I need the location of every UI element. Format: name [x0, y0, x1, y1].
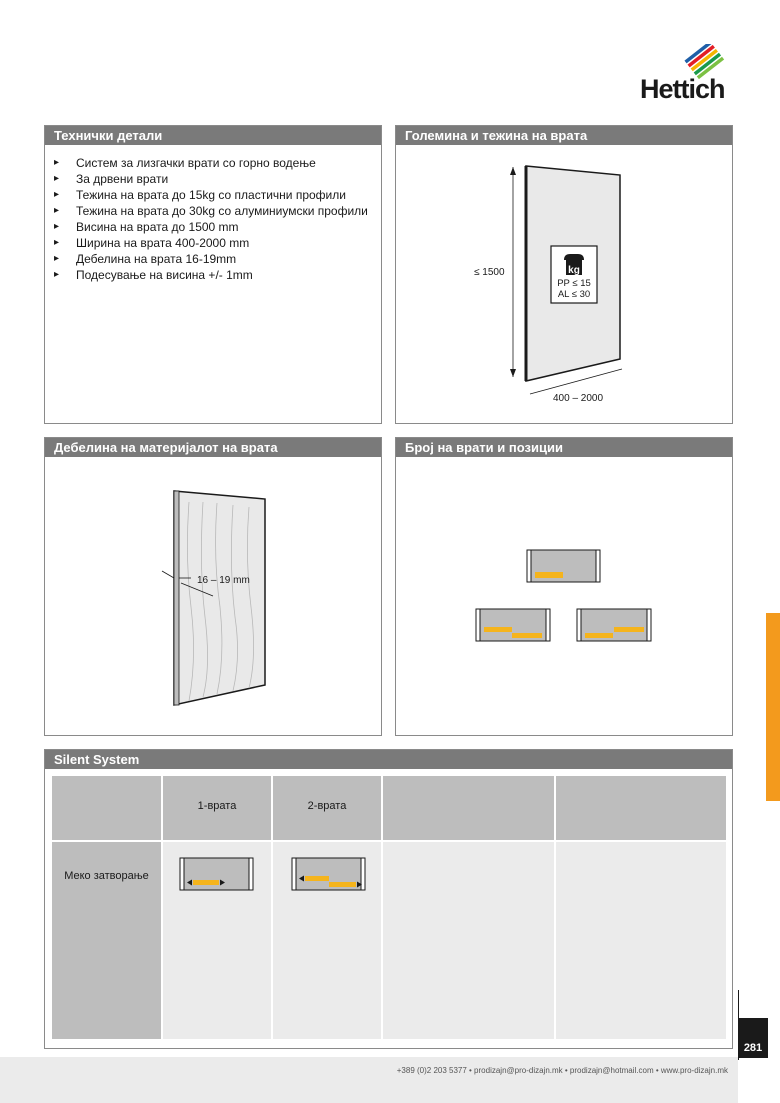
- section-tab: [766, 613, 780, 801]
- page-number: 281: [738, 1018, 768, 1058]
- door-size-panel: [395, 125, 733, 424]
- soft-close-2-doors: [273, 842, 381, 902]
- silent-table: [52, 776, 726, 1039]
- feature-list: [45, 155, 381, 283]
- weight-al: AL ≤ 30: [557, 289, 591, 300]
- footer-contact: +389 (0)2 203 5377 • prodizajn@pro-dizajn.mk • prodizajn@hotmail.com • www.pro-dizajn.mk: [396, 1066, 728, 1075]
- weight-unit: kg: [568, 265, 580, 276]
- weight-icon: [564, 254, 584, 260]
- height-label: ≤ 1500: [474, 267, 505, 278]
- panel-title: Број на врати и позиции: [396, 438, 732, 457]
- panel-title: Технички детали: [45, 126, 381, 145]
- positions-diagram: [396, 457, 732, 735]
- silent-system-panel: [44, 749, 733, 1049]
- door-size-diagram: [396, 145, 732, 423]
- table-cell: [556, 842, 726, 1039]
- table-header-cell: [556, 776, 726, 840]
- list-item: ▸ Систем за лизгачки врати со горно водење: [54, 155, 381, 171]
- soft-close-1-door: [163, 842, 271, 902]
- thickness-label: 16 – 19 mm: [197, 575, 250, 586]
- position-1-door: [527, 550, 600, 582]
- list-item: ▸ За дрвени врати: [54, 171, 381, 187]
- table-cell: [383, 842, 554, 1039]
- thickness-diagram: [45, 457, 381, 735]
- panel-title: Дебелина на материјалот на врата: [45, 438, 381, 457]
- brand-name: Hettich: [640, 74, 725, 104]
- footer-band: [0, 1057, 738, 1103]
- positions-panel: [395, 437, 733, 736]
- table-header-cell: [52, 776, 161, 840]
- position-2-doors-b: [577, 609, 651, 641]
- tech-details-panel: [44, 125, 382, 424]
- table-row-label: Меко затворање: [52, 842, 161, 1039]
- hettich-logo: [640, 44, 740, 108]
- panel-title: Големина и тежина на врата: [396, 126, 732, 145]
- weight-pp: PP ≤ 15: [557, 278, 591, 289]
- table-header-cell: 2-врата: [273, 776, 381, 840]
- list-item: ▸ Тежина на врата до 30kg со алуминиумски профили: [54, 203, 381, 219]
- table-cell: [163, 842, 271, 1039]
- panel-title: Silent System: [45, 750, 732, 769]
- list-item: ▸ Ширина на врата 400-2000 mm: [54, 235, 381, 251]
- width-label: 400 – 2000: [553, 393, 604, 404]
- table-header-cell: 1-врата: [163, 776, 271, 840]
- position-2-doors-a: [476, 609, 550, 641]
- list-item: ▸ Тежина на врата до 15kg со пластични профили: [54, 187, 381, 203]
- list-item: ▸ Подесување на висина +/- 1mm: [54, 267, 381, 283]
- table-cell: [273, 842, 381, 1039]
- list-item: ▸ Висина на врата до 1500 mm: [54, 219, 381, 235]
- list-item: ▸ Дебелина на врата 16-19mm: [54, 251, 381, 267]
- table-header-cell: [383, 776, 554, 840]
- thickness-panel: [44, 437, 382, 736]
